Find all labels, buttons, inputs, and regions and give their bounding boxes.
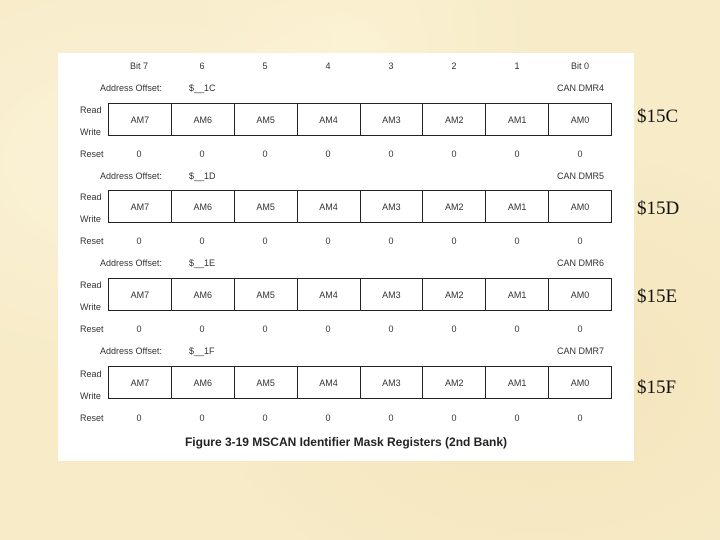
address-offset-value: $__1C (189, 83, 216, 93)
reset-value: 0 (325, 149, 331, 159)
bit-cell: AM1 (485, 104, 548, 135)
reset-value: 0 (577, 413, 583, 423)
bit-cell: AM4 (297, 367, 360, 398)
register-bit-row (108, 366, 612, 399)
reset-value: 0 (451, 324, 457, 334)
write-label: Write (80, 127, 101, 137)
bit-cell: AM0 (548, 104, 611, 135)
bit-header: 6 (199, 61, 205, 71)
reset-value: 0 (136, 149, 142, 159)
reset-value: 0 (514, 236, 520, 246)
bit-header: Bit 0 (570, 61, 589, 71)
reset-value: 0 (199, 236, 205, 246)
register-name: CAN DMR6 (556, 258, 604, 268)
bit-cell: AM2 (422, 367, 485, 398)
reset-value: 0 (388, 413, 394, 423)
address-offset-value: $__1F (189, 346, 215, 356)
reset-label: Reset (80, 236, 104, 246)
bit-header: 1 (514, 61, 520, 71)
reset-value: 0 (388, 236, 394, 246)
reset-value: 0 (451, 413, 457, 423)
reset-value: 0 (136, 324, 142, 334)
reset-value: 0 (451, 149, 457, 159)
address-offset-label: Address Offset: (100, 258, 162, 268)
register-name: CAN DMR5 (556, 171, 604, 181)
address-offset-label: Address Offset: (100, 346, 162, 356)
read-label: Read (80, 369, 102, 379)
figure-caption: Figure 3-19 MSCAN Identifier Mask Registers (2nd Bank) (184, 435, 508, 449)
bit-cell: AM3 (360, 104, 423, 135)
reset-value: 0 (199, 413, 205, 423)
bit-cell: AM3 (360, 367, 423, 398)
read-label: Read (80, 192, 102, 202)
bit-header: 2 (451, 61, 457, 71)
bit-cell: AM6 (171, 367, 234, 398)
bit-cell: AM3 (360, 191, 423, 222)
bit-cell: AM5 (234, 104, 297, 135)
address-offset-value: $__1D (189, 171, 216, 181)
register-address-label: $15D (637, 198, 680, 219)
reset-value: 0 (325, 413, 331, 423)
bit-cell: AM0 (548, 279, 611, 310)
address-offset-label: Address Offset: (100, 83, 162, 93)
reset-value: 0 (388, 324, 394, 334)
bit-cell: AM5 (234, 191, 297, 222)
reset-value: 0 (262, 413, 268, 423)
write-label: Write (80, 214, 101, 224)
reset-label: Reset (80, 324, 104, 334)
bit-cell: AM1 (485, 191, 548, 222)
bit-cell: AM1 (485, 279, 548, 310)
register-name: CAN DMR4 (556, 83, 604, 93)
reset-value: 0 (514, 149, 520, 159)
write-label: Write (80, 302, 101, 312)
bit-cell: AM7 (130, 114, 150, 125)
register-address-label: $15E (637, 286, 678, 307)
register-address-label: $15F (637, 377, 677, 398)
bit-cell: AM7 (130, 201, 150, 212)
reset-value: 0 (577, 324, 583, 334)
bit-cell: AM5 (234, 367, 297, 398)
register-figure (58, 53, 634, 461)
bit-cell: AM6 (171, 104, 234, 135)
reset-value: 0 (199, 324, 205, 334)
bit-cell: AM6 (171, 191, 234, 222)
write-label: Write (80, 391, 101, 401)
register-name: CAN DMR7 (556, 346, 604, 356)
reset-value: 0 (325, 236, 331, 246)
register-bit-row (108, 190, 612, 223)
address-offset-label: Address Offset: (100, 171, 162, 181)
reset-value: 0 (262, 149, 268, 159)
reset-label: Reset (80, 149, 104, 159)
bit-cell: AM2 (422, 191, 485, 222)
bit-cell: AM0 (548, 367, 611, 398)
bit-cell: AM4 (297, 191, 360, 222)
reset-label: Reset (80, 413, 104, 423)
read-label: Read (80, 105, 102, 115)
reset-value: 0 (577, 149, 583, 159)
bit-cell: AM4 (297, 279, 360, 310)
reset-value: 0 (325, 324, 331, 334)
bit-header: Bit 7 (129, 61, 148, 71)
bit-header: 5 (262, 61, 268, 71)
reset-value: 0 (262, 324, 268, 334)
reset-value: 0 (514, 324, 520, 334)
bit-cell: AM1 (485, 367, 548, 398)
bit-cell: AM2 (422, 104, 485, 135)
bit-header: 3 (388, 61, 394, 71)
reset-value: 0 (514, 413, 520, 423)
reset-value: 0 (136, 413, 142, 423)
bit-cell: AM2 (422, 279, 485, 310)
bit-cell: AM6 (171, 279, 234, 310)
reset-value: 0 (199, 149, 205, 159)
reset-value: 0 (451, 236, 457, 246)
reset-value: 0 (136, 236, 142, 246)
bit-cell: AM5 (234, 279, 297, 310)
reset-value: 0 (577, 236, 583, 246)
reset-value: 0 (388, 149, 394, 159)
address-offset-value: $__1E (189, 258, 216, 268)
bit-cell: AM4 (297, 104, 360, 135)
reset-value: 0 (262, 236, 268, 246)
register-bit-row (108, 278, 612, 311)
bit-cell: AM7 (130, 289, 150, 300)
register-address-label: $15C (637, 106, 679, 127)
register-bit-row (108, 103, 612, 136)
bit-header: 4 (325, 61, 331, 71)
bit-cell: AM7 (130, 377, 150, 388)
bit-cell: AM0 (548, 191, 611, 222)
bit-cell: AM3 (360, 279, 423, 310)
read-label: Read (80, 280, 102, 290)
